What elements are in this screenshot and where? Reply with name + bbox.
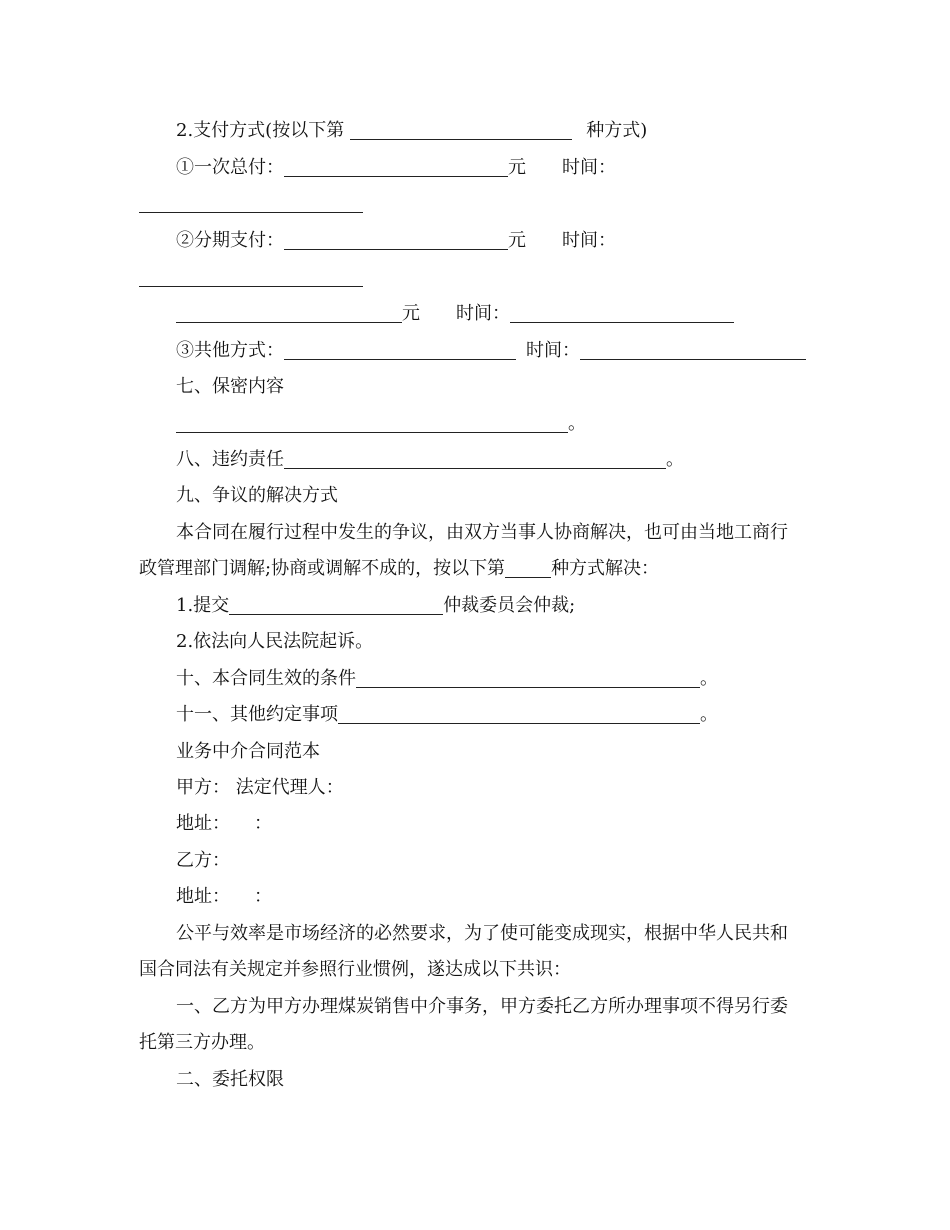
item-2-line (176, 630, 373, 654)
continuation-line (139, 266, 363, 290)
payment-method-label: 2.支付方式(按以下第 (176, 120, 345, 141)
contract-title-text: 业务中介合同范本 (176, 741, 320, 762)
installment-label: ②分期支付： (176, 230, 284, 251)
address-label: 地址： (176, 886, 230, 907)
section-8-line (176, 448, 684, 472)
time-label: 时间： (562, 230, 616, 251)
period: 。 (700, 668, 718, 689)
paragraph-text: 公平与效率是市场经济的必然要求，为了使可能变成现实，根据中华人民共和 (176, 923, 788, 944)
section-9-paragraph-1 (176, 521, 788, 545)
lump-sum-label: ①一次总付： (176, 157, 284, 178)
item-1-suffix: 仲裁委员会仲裁; (443, 595, 576, 616)
paragraph-text: 种方式解决： (551, 558, 660, 579)
paragraph-text: 一、乙方为甲方办理煤炭销售中介事务，甲方委托乙方所办理事项不得另行委 (176, 996, 788, 1017)
lump-sum-line (176, 156, 616, 180)
time-label: 时间： (562, 157, 616, 178)
section-11-line (176, 703, 718, 727)
section-7-text: 七、保密内容 (176, 376, 284, 397)
blank-field (356, 669, 700, 688)
party-b-line (176, 849, 230, 873)
time-label: 时间： (526, 340, 580, 361)
blank-field (338, 705, 700, 724)
section-9-title (176, 484, 338, 508)
article-1-paragraph-1 (176, 995, 788, 1019)
colon: ： (254, 886, 272, 907)
item-1-line (176, 594, 575, 618)
blank-field (580, 341, 806, 360)
article-2-title (176, 1068, 284, 1092)
article-1-paragraph-2 (139, 1031, 265, 1055)
blank-field (284, 231, 508, 250)
section-10-line (176, 667, 718, 691)
section-8-label: 八、违约责任 (176, 449, 284, 470)
blank-field (350, 121, 572, 140)
section-9-paragraph-2 (139, 557, 659, 581)
section-10-label: 十、本合同生效的条件 (176, 668, 356, 689)
paragraph-text: 政管理部门调解;协商或调解不成的，按以下第 (139, 558, 506, 579)
payment-method-suffix: 种方式) (586, 120, 648, 141)
blank-field (176, 414, 568, 433)
intro-paragraph-1 (176, 922, 788, 946)
paragraph-text: 托第三方办理。 (139, 1032, 265, 1053)
item-2-text: 2.依法向人民法院起诉。 (176, 631, 374, 652)
yuan-unit: 元 (508, 157, 526, 178)
article-2-text: 二、委托权限 (176, 1069, 284, 1090)
address-label: 地址： (176, 813, 230, 834)
item-1-prefix: 1.提交 (176, 595, 230, 616)
yuan-unit: 元 (402, 303, 420, 324)
blank-field (284, 341, 516, 360)
party-b-text: 乙方： (176, 850, 230, 871)
blank-field (284, 450, 666, 469)
installment-line-2 (176, 302, 734, 326)
party-a-line (176, 776, 344, 800)
paragraph-text: 国合同法有关规定并参照行业惯例，遂达成以下共识： (139, 959, 571, 980)
section-9-text: 九、争议的解决方式 (176, 485, 338, 506)
blank-field (139, 268, 363, 287)
period: 。 (568, 413, 586, 434)
party-b-address-line (176, 885, 272, 909)
intro-paragraph-2 (139, 958, 571, 982)
blank-field (505, 559, 551, 578)
period: 。 (666, 449, 684, 470)
confidential-content-line (176, 412, 586, 436)
payment-method-line (176, 119, 647, 143)
blank-field (510, 304, 734, 323)
blank-field (139, 194, 363, 213)
blank-field (284, 158, 508, 177)
continuation-line (139, 192, 363, 216)
period: 。 (700, 704, 718, 725)
other-method-line (176, 339, 806, 363)
contract-title (176, 740, 320, 764)
colon: ： (254, 813, 272, 834)
party-a-address-line (176, 812, 272, 836)
time-label: 时间： (456, 303, 510, 324)
installment-line (176, 229, 616, 253)
yuan-unit: 元 (508, 230, 526, 251)
blank-field (229, 596, 443, 615)
party-a-text: 甲方： 法定代理人： (176, 777, 344, 798)
paragraph-text: 本合同在履行过程中发生的争议，由双方当事人协商解决，也可由当地工商行 (176, 522, 788, 543)
blank-field (176, 304, 402, 323)
section-7-title (176, 375, 284, 399)
other-method-label: ③共他方式： (176, 340, 284, 361)
section-11-label: 十一、其他约定事项 (176, 704, 338, 725)
